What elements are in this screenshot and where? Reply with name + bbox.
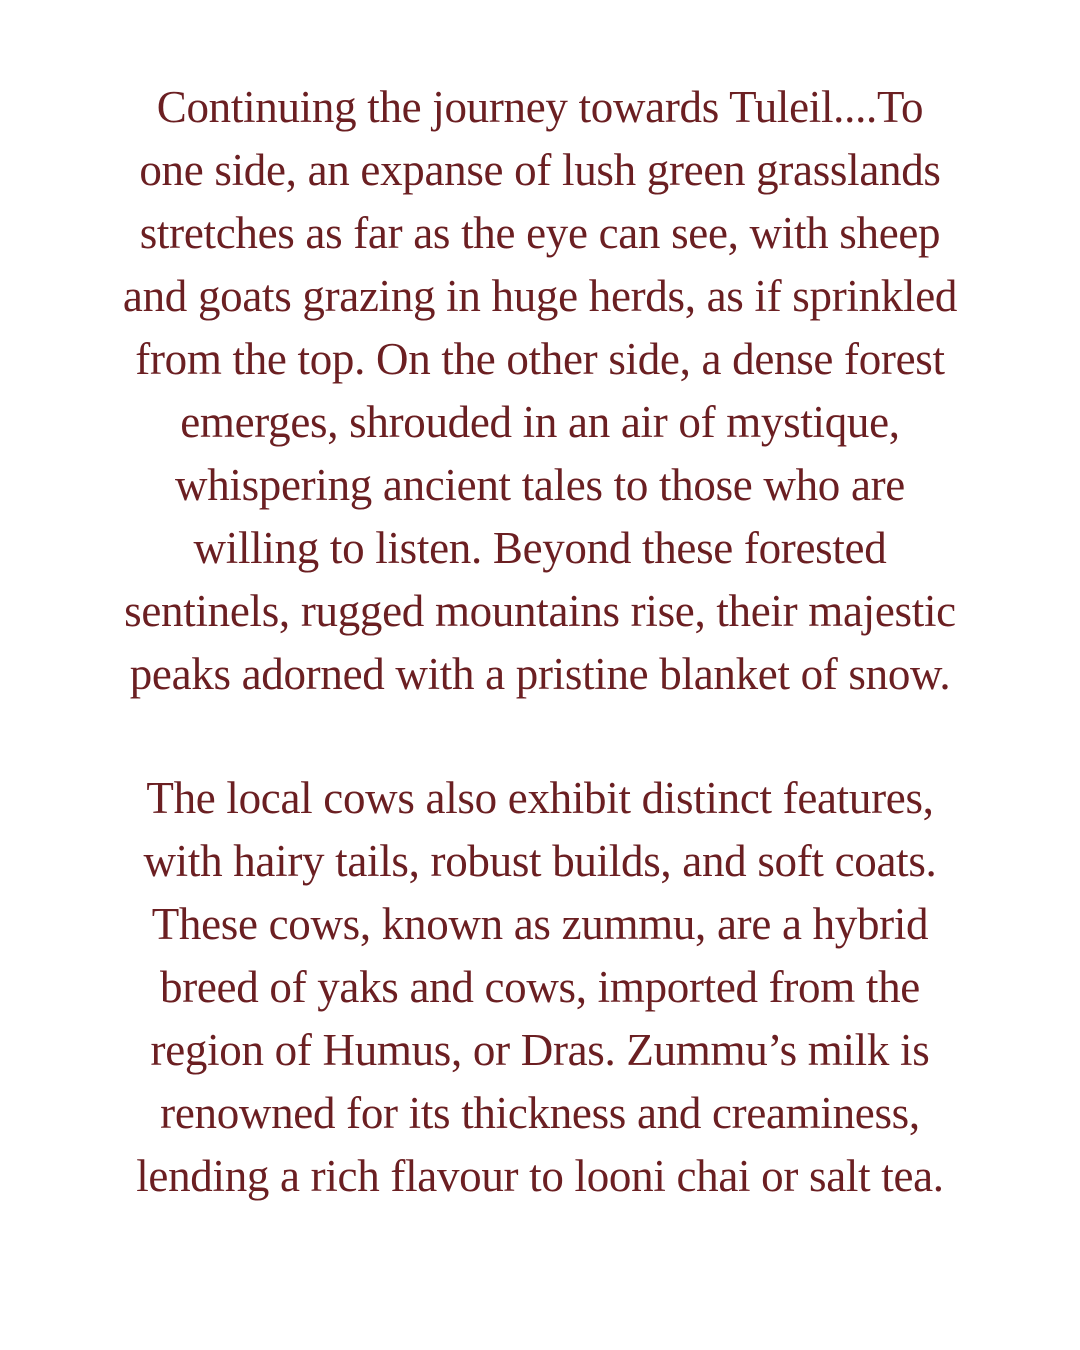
paragraph-grasslands	[40, 76, 1040, 706]
paragraph-zummu-cows	[40, 767, 1040, 1208]
paragraph-line: whispering ancient tales to those who are	[175, 460, 905, 510]
paragraph-line: renowned for its thickness and creaminess,	[160, 1088, 920, 1138]
paragraph-line: with hairy tails, robust builds, and soft coats.	[143, 836, 937, 886]
paragraph-line: sentinels, rugged mountains rise, their majestic	[124, 586, 956, 636]
paragraph-line: The local cows also exhibit distinct features,	[146, 773, 934, 823]
paragraph-line: from the top. On the other side, a dense forest	[135, 334, 945, 384]
paragraph-line: Continuing the journey towards Tuleil....To	[156, 82, 924, 132]
paragraph-line: region of Humus, or Dras. Zummu’s milk is	[150, 1025, 930, 1075]
paragraph-line: one side, an expanse of lush green grasslands	[139, 145, 941, 195]
paragraph-line: peaks adorned with a pristine blanket of snow.	[129, 649, 951, 699]
paragraph-line: stretches as far as the eye can see, with sheep	[139, 208, 941, 258]
paragraph-line: These cows, known as zummu, are a hybrid	[151, 899, 929, 949]
paragraph-line: lending a rich flavour to looni chai or salt tea.	[136, 1151, 944, 1201]
paragraph-line: willing to listen. Beyond these forested	[193, 523, 887, 573]
paragraph-line: emerges, shrouded in an air of mystique,	[180, 397, 900, 447]
paragraph-line: and goats grazing in huge herds, as if sprinkled	[122, 271, 958, 321]
paragraph-line: breed of yaks and cows, imported from the	[160, 962, 920, 1012]
